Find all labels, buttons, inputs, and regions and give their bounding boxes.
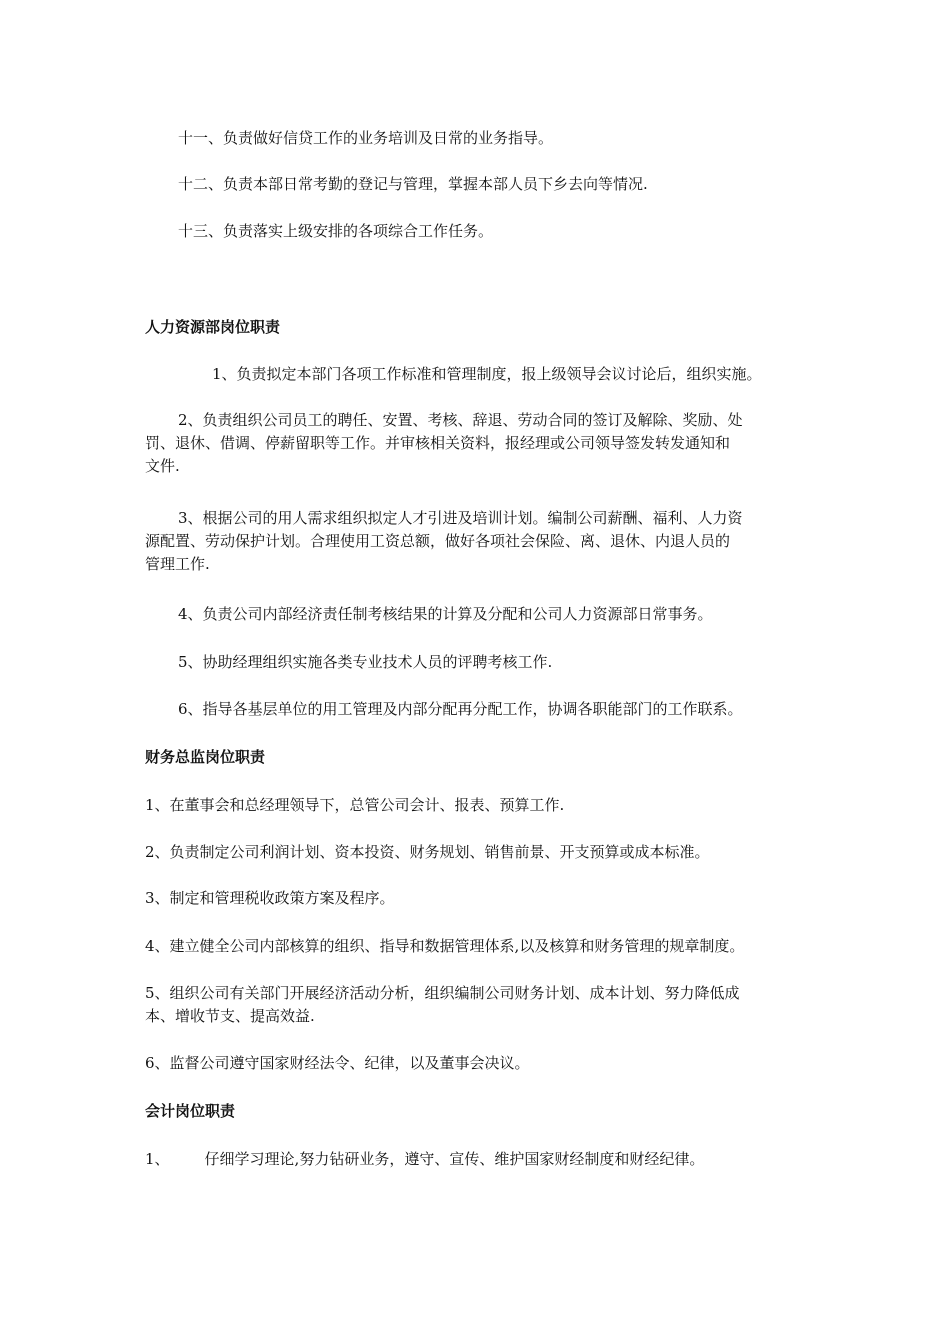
accounting-item-1-text: 仔细学习理论,努力钻研业务，遵守、宣传、维护国家财经制度和财经纪律。 — [204, 1150, 705, 1168]
finance-item-5-line-2: 本、增收节支、提高效益. — [145, 1007, 315, 1025]
finance-item-5-line-1: 5、组织公司有关部门开展经济活动分析，组织编制公司财务计划、成本计划、努力降低成 — [145, 984, 740, 1002]
hr-item-1: 1、负责拟定本部门各项工作标准和管理制度，报上级领导会议讨论后，组织实施。 — [212, 365, 762, 383]
finance-item-4: 4、建立健全公司内部核算的组织、指导和数据管理体系,以及核算和财务管理的规章制度。 — [145, 937, 745, 955]
finance-item-6: 6、监督公司遵守国家财经法令、纪律，以及董事会决议。 — [145, 1054, 530, 1072]
hr-item-3-line-1: 3、根据公司的用人需求组织拟定人才引进及培训计划。编制公司薪酬、福利、人力资 — [178, 509, 743, 527]
top-item-13: 十三、负责落实上级安排的各项综合工作任务。 — [178, 222, 494, 240]
hr-item-2-line-3: 文件. — [145, 457, 180, 475]
section-heading-accounting: 会计岗位职责 — [145, 1102, 236, 1120]
section-heading-finance: 财务总监岗位职责 — [145, 748, 266, 766]
hr-item-2-line-1: 2、负责组织公司员工的聘任、安置、考核、辞退、劳动合同的签订及解除、奖励、处 — [178, 411, 743, 429]
accounting-item-1-number: 1、 — [145, 1150, 170, 1168]
hr-item-3-line-3: 管理工作. — [145, 555, 210, 573]
top-item-12: 十二、负责本部日常考勤的登记与管理，掌握本部人员下乡去向等情况. — [178, 175, 648, 193]
hr-item-4: 4、负责公司内部经济责任制考核结果的计算及分配和公司人力资源部日常事务。 — [178, 605, 713, 623]
hr-item-2-line-2: 罚、退休、借调、停薪留职等工作。并审核相关资料，报经理或公司领导签发转发通知和 — [145, 434, 731, 452]
top-item-11: 十一、负责做好信贷工作的业务培训及日常的业务指导。 — [178, 129, 554, 147]
finance-item-2: 2、负责制定公司利润计划、资本投资、财务规划、销售前景、开支预算或成本标准。 — [145, 843, 710, 861]
hr-item-3 — [145, 507, 810, 576]
finance-item-3: 3、制定和管理税收政策方案及程序。 — [145, 889, 395, 907]
finance-item-1: 1、在董事会和总经理领导下，总管公司会计、报表、预算工作. — [145, 796, 565, 814]
hr-item-5: 5、协助经理组织实施各类专业技术人员的评聘考核工作. — [178, 653, 553, 671]
finance-item-5 — [145, 982, 810, 1028]
accounting-item-1 — [145, 1148, 704, 1171]
section-heading-hr: 人力资源部岗位职责 — [145, 318, 281, 336]
hr-item-3-line-2: 源配置、劳动保护计划。合理使用工资总额，做好各项社会保险、离、退休、内退人员的 — [145, 532, 731, 550]
hr-item-6: 6、指导各基层单位的用工管理及内部分配再分配工作，协调各职能部门的工作联系。 — [178, 700, 743, 718]
hr-item-2 — [145, 409, 810, 478]
